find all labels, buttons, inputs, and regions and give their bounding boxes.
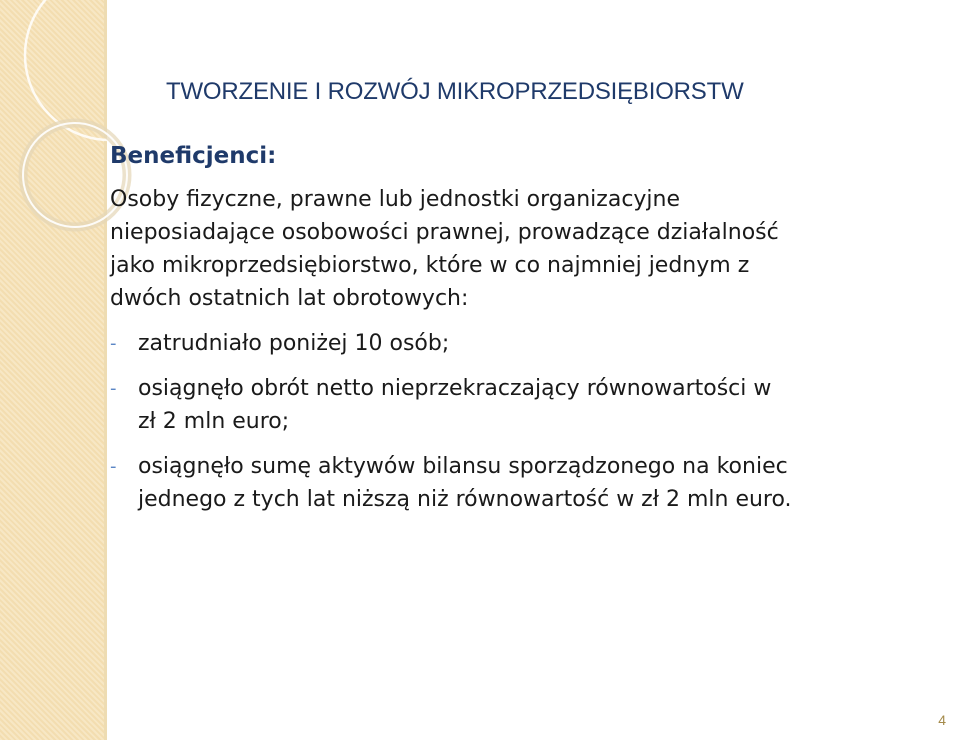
slide-title: TWORZENIE I ROZWÓJ MIKROPRZEDSIĘBIORSTW bbox=[166, 78, 744, 105]
dash-bullet: - bbox=[110, 456, 117, 477]
list-item-line: osiągnęło obrót netto nieprzekraczający równowartości w bbox=[138, 376, 772, 401]
intro-paragraph bbox=[110, 183, 930, 315]
list-item bbox=[110, 372, 930, 438]
intro-line: jako mikroprzedsiębiorstwo, które w co najmniej jednym z bbox=[110, 253, 750, 278]
beneficiaries-heading: Beneficjenci: bbox=[110, 143, 277, 169]
intro-line: Osoby fizyczne, prawne lub jednostki organizacyjne bbox=[110, 187, 681, 212]
criteria-list bbox=[110, 327, 930, 516]
list-item-line: osiągnęło sumę aktywów bilansu sporządzonego na koniec bbox=[138, 454, 788, 479]
intro-line: nieposiadające osobowości prawnej, prowadzące działalność bbox=[110, 220, 779, 245]
page-number: 4 bbox=[938, 712, 946, 728]
list-item-line: zatrudniało poniżej 10 osób; bbox=[138, 331, 450, 356]
list-item-line: zł 2 mln euro; bbox=[138, 409, 290, 434]
list-item bbox=[110, 327, 930, 360]
intro-line: dwóch ostatnich lat obrotowych: bbox=[110, 286, 469, 311]
slide-content bbox=[110, 140, 930, 516]
dash-bullet: - bbox=[110, 333, 117, 354]
dash-bullet: - bbox=[110, 378, 117, 399]
upper-arc bbox=[25, 0, 195, 140]
list-item bbox=[110, 450, 930, 516]
list-item-line: jednego z tych lat niższą niż równowartość w zł 2 mln euro. bbox=[138, 487, 792, 512]
